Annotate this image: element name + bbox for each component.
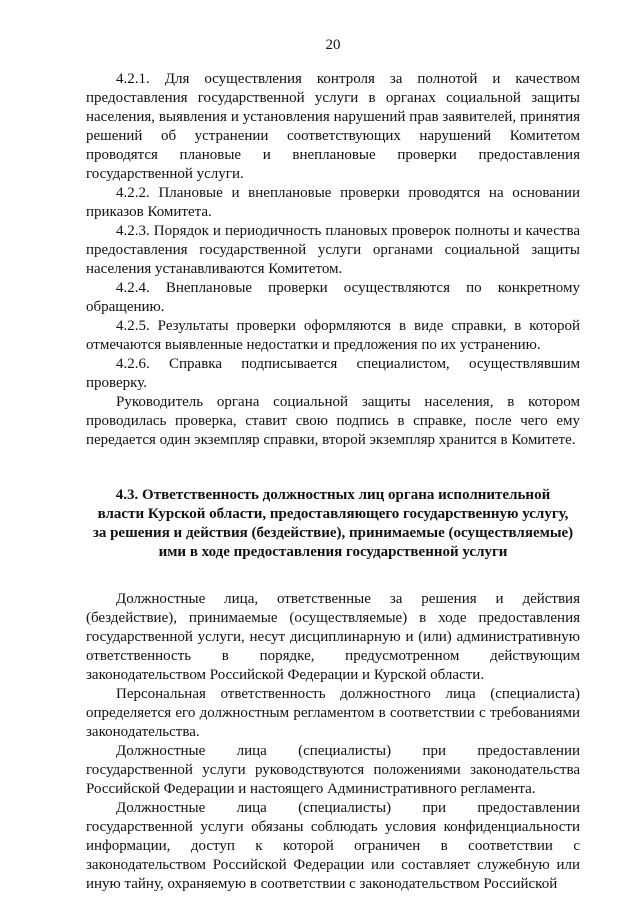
page-number: 20	[325, 37, 341, 53]
section-4-3-title	[86, 486, 580, 562]
paragraph-4-2-3: 4.2.3. Порядок и периодичность плановых проверок полноты и качества предоставления государственной услуги органами социальной защиты населения устанавливаются Комитетом.	[86, 223, 580, 277]
paragraph-4-2-4: 4.2.4. Внеплановые проверки осуществляются по конкретному обращению.	[86, 280, 580, 315]
paragraph-4-2-2: 4.2.2. Плановые и внеплановые проверки проводятся на основании приказов Комитета.	[86, 185, 580, 220]
paragraph-confidentiality: Должностные лица (специалисты) при предоставлении государственной услуги обязаны соблюдать условия конфиденциальности информации, доступ к которой ограничен в соответствии с законодательством Российской Федерации или составляет служебную или иную тайну, охраняемую в соответствии с законодательством Российской	[86, 800, 580, 892]
section-4-2-body	[86, 70, 580, 450]
section-title-line: ими в ходе предоставления государственной услуги	[158, 544, 508, 560]
section-4-3-body	[86, 590, 580, 894]
paragraph-personal-responsibility: Персональная ответственность должностного лица (специалиста) определяется его должностным регламентом в соответствии с требованиями законодательства.	[86, 686, 580, 740]
paragraph-guidance: Должностные лица (специалисты) при предоставлении государственной услуги руководствуются положениями законодательства Российской Федерации и настоящего Административного регламента.	[86, 743, 580, 797]
section-title-line: 4.3. Ответственность должностных лиц органа исполнительной	[115, 487, 551, 503]
section-title-line: за решения и действия (бездействие), принимаемые (осуществляемые)	[92, 525, 574, 541]
paragraph-4-2-1: 4.2.1. Для осуществления контроля за полнотой и качеством предоставления государственной услуги в органах социальной защиты населения, выявления и установления нарушений прав заявителей, принятия решений об устранении соответствующих нарушений Комитетом проводятся плановые и внеплановые проверки предоставления государственной услуги.	[86, 71, 580, 182]
paragraph-4-2-5: 4.2.5. Результаты проверки оформляются в виде справки, в которой отмечаются выявленные недостатки и предложения по их устранению.	[86, 318, 580, 353]
paragraph-responsibility: Должностные лица, ответственные за решения и действия (бездействие), принимаемые (осуществляемые) в ходе предоставления государственной услуги, несут дисциплинарную и (или) административную ответственность в порядке, предусмотренном действующим законодательством Российской Федерации и Курской области.	[86, 591, 580, 683]
paragraph-4-2-6: 4.2.6. Справка подписывается специалистом, осуществлявшим проверку.	[86, 356, 580, 391]
section-title-line: власти Курской области, предоставляющего государственную услугу,	[97, 506, 569, 522]
paragraph-head-signature: Руководитель органа социальной защиты населения, в котором проводилась проверка, ставит свою подпись в справке, после чего ему передается один экземпляр справки, второй экземпляр хранится в Комитете.	[86, 394, 580, 448]
